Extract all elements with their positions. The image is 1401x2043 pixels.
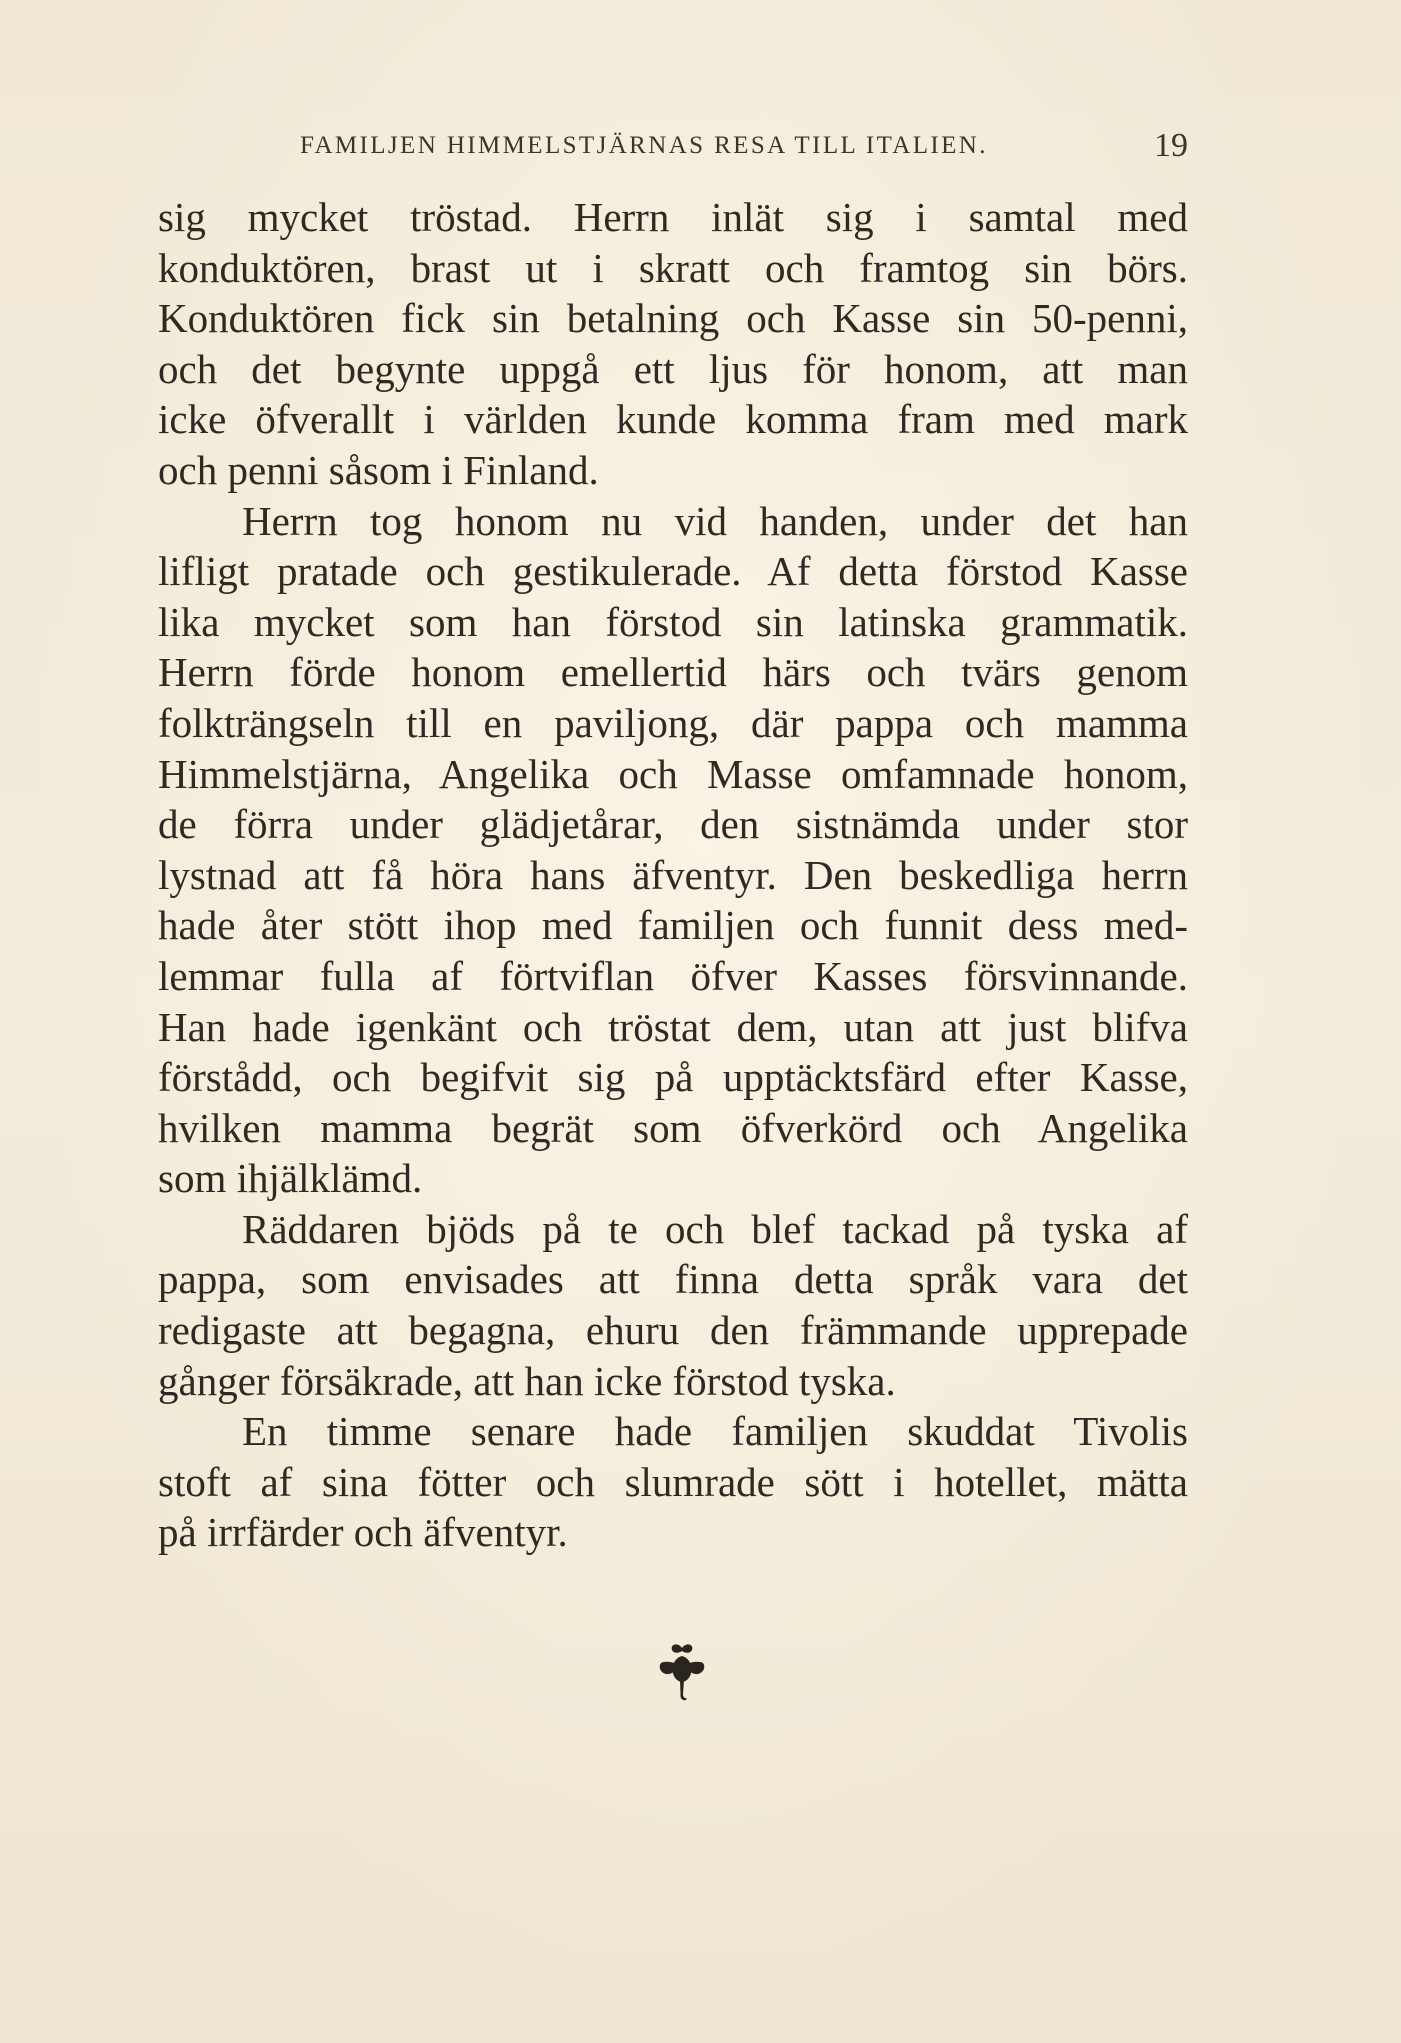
page-number: 19: [1154, 127, 1188, 164]
text-line: och penni såsom i Finland.: [158, 446, 599, 493]
text-line: lifligt pratade och gestikulerade. Af detta förstod Kasse: [158, 548, 1188, 595]
text-line: lika mycket som han förstod sin latinska grammatik.: [158, 598, 1188, 645]
fleuron-icon: [656, 1642, 708, 1702]
text-line: gånger försäkrade, att han icke förstod tyska.: [158, 1357, 896, 1404]
text-line: folkträngseln till en paviljong, där pappa och mamma: [158, 699, 1188, 746]
text-line: Han hade igenkänt och tröstat dem, utan att just blifva: [158, 1003, 1188, 1050]
running-title: FAMILJEN HIMMELSTJÄRNAS RESA TILL ITALIEN.: [300, 132, 988, 159]
text-line: hvilken mamma begrät som öfverkörd och Angelika: [158, 1104, 1188, 1151]
text-line: stoft af sina fötter och slumrade sött i hotellet, mätta: [158, 1458, 1188, 1505]
text-line: Herrn tog honom nu vid handen, under det han: [242, 497, 1188, 544]
text-line: Konduktören fick sin betalning och Kasse sin 50-penni,: [158, 295, 1188, 342]
text-line: Herrn förde honom emellertid härs och tvärs genom: [158, 649, 1188, 696]
text-line: En timme senare hade familjen skuddat Tivolis: [242, 1408, 1188, 1455]
text-line: på irrfärder och äfventyr.: [158, 1509, 568, 1556]
text-line: pappa, som envisades att finna detta språk vara det: [158, 1256, 1188, 1303]
text-line: sig mycket tröstad. Herrn inlät sig i samtal med: [158, 194, 1188, 240]
page-header: [158, 122, 1188, 170]
text-line: Himmelstjärna, Angelika och Masse omfamnade honom,: [158, 750, 1188, 797]
paragraph-2: [158, 496, 1188, 1204]
text-line: de förra under glädjetårar, den sistnämda under stor: [158, 801, 1188, 848]
paragraph-4: [158, 1406, 1188, 1558]
paragraph-1: [158, 192, 1188, 496]
text-line: och det begynte uppgå ett ljus för honom, att man: [158, 345, 1188, 392]
text-line: redigaste att begagna, ehuru den främmande upprepade: [158, 1307, 1188, 1354]
text-line: icke öfverallt i världen kunde komma fram med mark: [158, 396, 1188, 443]
text-line: hade åter stött ihop med familjen och funnit dess med-: [158, 902, 1188, 949]
text-line: förstådd, och begifvit sig på upptäcktsfärd efter Kasse,: [158, 1054, 1188, 1101]
text-line: som ihjälklämd.: [158, 1155, 423, 1202]
text-line: lystnad att få höra hans äfventyr. Den beskedliga herrn: [158, 851, 1188, 898]
text-line: lemmar fulla af förtviflan öfver Kasses försvinnande.: [158, 952, 1188, 999]
paragraph-3: [158, 1204, 1188, 1406]
text-line: konduktören, brast ut i skratt och framtog sin börs.: [158, 244, 1188, 291]
body-text: [158, 192, 1188, 1558]
text-line: Räddaren bjöds på te och blef tackad på tyska af: [242, 1205, 1188, 1252]
